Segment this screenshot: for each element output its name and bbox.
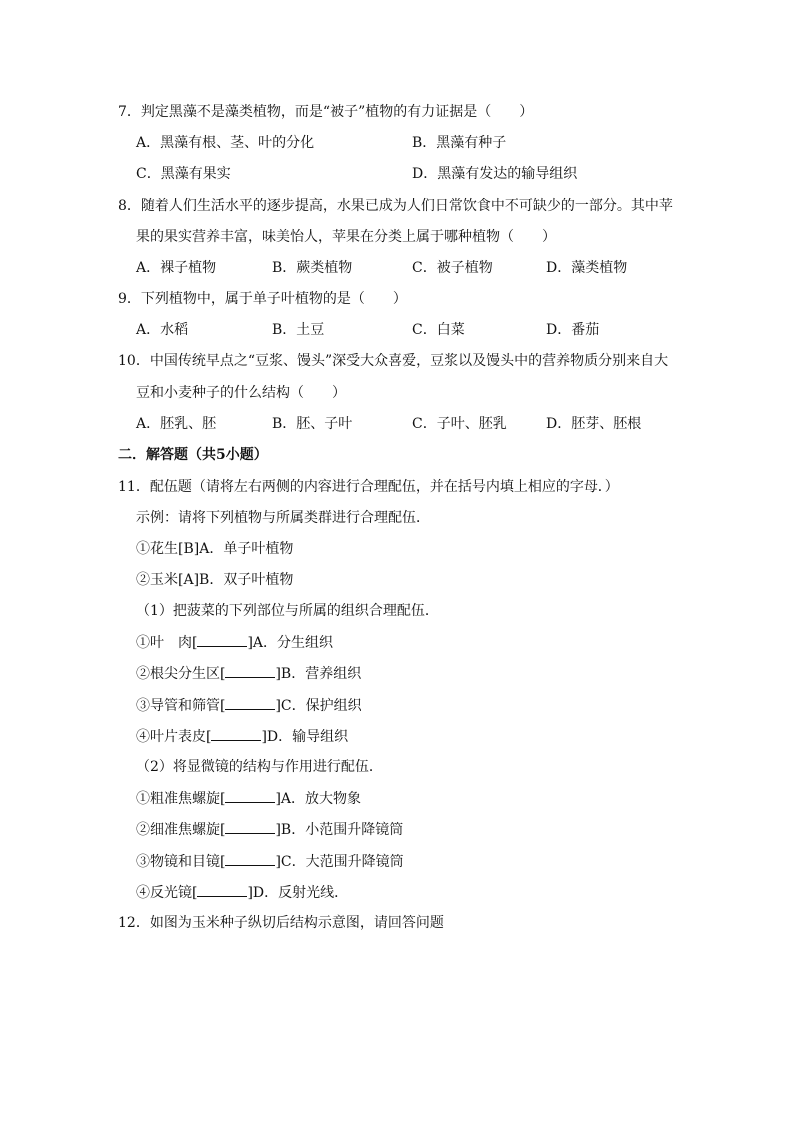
q8-option-c: C．被子植物 xyxy=(412,260,493,276)
q9-option-d: D．番茄 xyxy=(546,322,600,338)
item-right: ]C．保护组织 xyxy=(275,698,362,714)
item-left: ②细准焦螺旋[ xyxy=(136,822,226,838)
q11-example-line-2: ②玉米[A]B．双子叶植物 xyxy=(136,572,294,588)
q8-option-d: D．藻类植物 xyxy=(546,260,628,276)
q9-option-b: B．土豆 xyxy=(272,322,325,338)
item-right: ]C．大范围升降镜筒 xyxy=(275,854,404,870)
item-right: ]B．营养组织 xyxy=(275,666,362,682)
q11-part2-item-4 xyxy=(136,882,348,903)
answer-blank[interactable] xyxy=(197,632,247,647)
q8-stem-line2: 果的果实营养丰富，味美怡人，苹果在分类上属于哪种植物（ ） xyxy=(136,229,556,245)
q11-part1-title: （1）把菠菜的下列部位与所属的组织合理配伍． xyxy=(136,603,439,619)
q7-stem: 7．判定黑藻不是藻类植物，而是“被子”植物的有力证据是（ ） xyxy=(118,104,534,120)
answer-blank[interactable] xyxy=(225,851,275,866)
item-left: ③导管和筛管[ xyxy=(136,698,226,714)
q10-option-b: B．胚、子叶 xyxy=(272,416,353,432)
q10-stem-line1: 10．中国传统早点之“豆浆、馒头”深受大众喜爱，豆浆以及馒头中的营养物质分别来自大 xyxy=(118,353,669,369)
q8-option-b: B．蕨类植物 xyxy=(272,260,353,276)
item-left: ④叶片表皮[ xyxy=(136,729,212,745)
q11-part1-item-4 xyxy=(136,726,348,747)
q10-option-a: A．胚乳、胚 xyxy=(136,416,217,432)
q11-part1-item-3 xyxy=(136,695,362,716)
q9-stem: 9．下列植物中，属于单子叶植物的是（ ） xyxy=(118,291,407,307)
q10-stem-line2: 豆和小麦种子的什么结构（ ） xyxy=(136,385,346,401)
q10-option-c: C．子叶、胚乳 xyxy=(412,416,507,432)
q11-stem: 11．配伍题（请将左右两侧的内容进行合理配伍，并在括号内填上相应的字母．） xyxy=(118,479,619,495)
item-left: ④反光镜[ xyxy=(136,885,198,901)
q10-option-d: D．胚芽、胚根 xyxy=(546,416,642,432)
q12-stem: 12．如图为玉米种子纵切后结构示意图，请回答问题 xyxy=(118,915,444,931)
q11-part2-item-3 xyxy=(136,851,404,872)
q9-option-a: A．水稻 xyxy=(136,322,189,338)
q7-option-c: C．黑藻有果实 xyxy=(136,166,231,182)
q8-option-a: A．裸子植物 xyxy=(136,260,217,276)
answer-blank[interactable] xyxy=(225,695,275,710)
q7-option-b: B．黑藻有种子 xyxy=(412,135,507,151)
q11-example-line-1: ①花生[B]A．单子叶植物 xyxy=(136,541,294,557)
q11-part1-item-1 xyxy=(136,632,333,653)
item-right: ]D．反射光线． xyxy=(247,885,349,901)
item-left: ①叶 肉[ xyxy=(136,635,198,651)
item-right: ]B．小范围升降镜筒 xyxy=(275,822,404,838)
q11-example-title: 示例：请将下列植物与所属类群进行合理配伍． xyxy=(136,510,430,526)
q7-option-d: D．黑藻有发达的输导组织 xyxy=(412,166,578,182)
item-right: ]A．分生组织 xyxy=(247,635,334,651)
item-left: ①粗准焦螺旋[ xyxy=(136,791,226,807)
item-right: ]A．放大物象 xyxy=(275,791,362,807)
q11-part2-title: （2）将显微镜的结构与作用进行配伍． xyxy=(136,759,383,775)
q11-part2-item-1 xyxy=(136,788,361,809)
q9-option-c: C．白菜 xyxy=(412,322,465,338)
answer-blank[interactable] xyxy=(197,882,247,897)
item-left: ③物镜和目镜[ xyxy=(136,854,226,870)
item-left: ②根尖分生区[ xyxy=(136,666,226,682)
q11-part2-item-2 xyxy=(136,819,403,840)
q8-stem-line1: 8．随着人们生活水平的逐步提高，水果已成为人们日常饮食中不可缺少的一部分。其中苹 xyxy=(118,198,673,214)
q11-part1-item-2 xyxy=(136,663,361,684)
answer-blank[interactable] xyxy=(225,788,275,803)
answer-blank[interactable] xyxy=(225,819,275,834)
q7-option-a: A．黑藻有根、茎、叶的分化 xyxy=(136,135,315,151)
answer-blank[interactable] xyxy=(225,663,275,678)
section-heading: 二．解答题（共5小题） xyxy=(118,447,268,463)
answer-blank[interactable] xyxy=(211,726,261,741)
item-right: ]D．输导组织 xyxy=(261,729,349,745)
